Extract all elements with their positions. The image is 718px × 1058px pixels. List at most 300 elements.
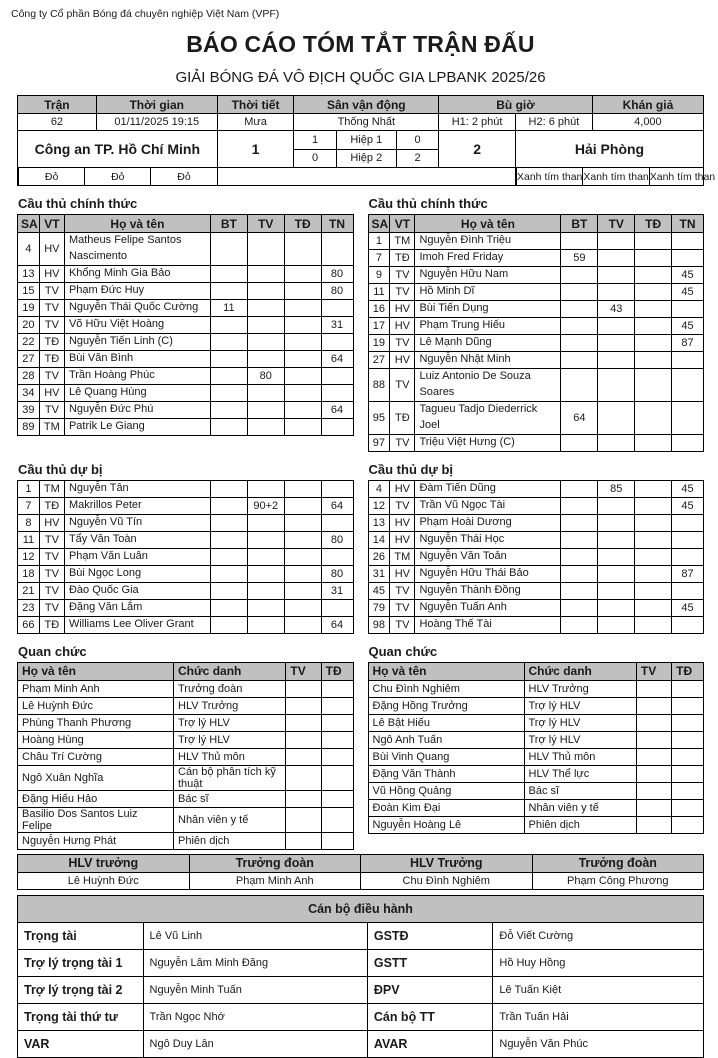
yellow-card-minute (247, 418, 284, 435)
admin-official-name: Hồ Huy Hồng (493, 949, 704, 976)
admin-role-label: Trọng tài thứ tư (18, 1003, 144, 1030)
official-row (368, 714, 704, 731)
goal-minute (561, 267, 598, 284)
away-starters-column (368, 186, 705, 452)
substitution-minute (321, 599, 353, 616)
home-starters-table (17, 214, 354, 436)
official-red-card (672, 731, 704, 748)
shirt-number: 39 (18, 401, 40, 418)
position: TV (390, 434, 415, 451)
position: TV (390, 335, 415, 352)
red-card-minute (284, 497, 321, 514)
match-info-header-row (18, 96, 704, 114)
official-role: Trợ lý HLV (174, 714, 286, 731)
player-row (368, 480, 704, 497)
official-row (368, 748, 704, 765)
yellow-card-minute (598, 267, 635, 284)
official-name: Đặng Hồng Trưởng (368, 697, 524, 714)
player-name: Bùi Tiến Dụng (415, 301, 561, 318)
admin-row (18, 1030, 704, 1057)
official-yellow-card (636, 799, 671, 816)
home-kit-color: Đỏ (18, 168, 84, 185)
yellow-card-minute (598, 369, 635, 402)
substitution-minute: 45 (672, 318, 704, 335)
kit-spacer-cell (217, 168, 515, 186)
substitution-minute: 45 (672, 284, 704, 301)
red-card-minute (284, 599, 321, 616)
official-yellow-card (286, 731, 321, 748)
substitution-minute: 45 (672, 599, 704, 616)
position: TV (39, 282, 64, 299)
official-name: Lê Bật Hiếu (368, 714, 524, 731)
shirt-number: 8 (18, 514, 40, 531)
official-column-header: TĐ (321, 662, 353, 680)
official-row (18, 714, 354, 731)
goal-minute (210, 548, 247, 565)
position: TV (390, 616, 415, 633)
shirt-number: 31 (368, 565, 390, 582)
position: TV (39, 531, 64, 548)
official-yellow-card (286, 680, 321, 697)
yellow-card-minute (598, 565, 635, 582)
yellow-card-minute (598, 434, 635, 451)
player-row (18, 333, 354, 350)
official-red-card (321, 807, 353, 832)
official-row (18, 697, 354, 714)
substitution-minute: 80 (321, 282, 353, 299)
shirt-number: 26 (368, 548, 390, 565)
position: TV (39, 367, 64, 384)
position: TM (39, 418, 64, 435)
substitution-minute: 64 (321, 350, 353, 367)
goal-minute: 59 (561, 250, 598, 267)
goal-minute (561, 369, 598, 402)
substitution-minute (321, 384, 353, 401)
official-row (18, 680, 354, 697)
red-card-minute (635, 480, 672, 497)
header-datetime: Thời gian (96, 96, 217, 114)
admin-role-label: VAR (18, 1030, 144, 1057)
yellow-card-minute (247, 384, 284, 401)
away-score: 2 (439, 131, 516, 168)
player-row (18, 367, 354, 384)
shirt-number: 17 (368, 318, 390, 335)
match-datetime: 01/11/2025 19:15 (96, 114, 217, 131)
kit-row (18, 168, 704, 186)
official-table-header-row (18, 662, 354, 680)
goal-minute (210, 316, 247, 333)
home-kit-color: Đỏ (84, 168, 150, 185)
player-table-header-row (18, 215, 354, 233)
position: HV (39, 233, 64, 266)
substitution-minute (672, 531, 704, 548)
admin-header-row (18, 895, 704, 922)
position: TĐ (39, 497, 64, 514)
shirt-number: 23 (18, 599, 40, 616)
position: TĐ (39, 616, 64, 633)
goal-minute (561, 531, 598, 548)
goal-minute (561, 599, 598, 616)
shirt-number: 16 (368, 301, 390, 318)
goal-minute (561, 480, 598, 497)
player-row (18, 616, 354, 633)
substitution-minute (672, 233, 704, 250)
position: TV (39, 316, 64, 333)
yellow-card-minute (598, 514, 635, 531)
position: TĐ (390, 401, 415, 434)
goal-minute (561, 318, 598, 335)
player-row (368, 401, 704, 434)
player-name: Nguyễn Tuấn Anh (415, 599, 561, 616)
player-column-header: BT (561, 215, 598, 233)
red-card-minute (284, 418, 321, 435)
red-card-minute (284, 531, 321, 548)
official-column-header: TV (636, 662, 671, 680)
half-label: Hiệp 1 (336, 131, 396, 149)
official-yellow-card (636, 782, 671, 799)
official-row (18, 790, 354, 807)
player-table-header-row (368, 215, 704, 233)
goal-minute (561, 335, 598, 352)
admin-official-name: Ngô Duy Lân (143, 1030, 367, 1057)
substitution-minute (321, 333, 353, 350)
red-card-minute (284, 565, 321, 582)
section-label-starters-away: Cầu thủ chính thức (368, 196, 488, 211)
player-name: Đào Quốc Gia (64, 582, 210, 599)
red-card-minute (635, 401, 672, 434)
player-row (18, 350, 354, 367)
yellow-card-minute (247, 333, 284, 350)
red-card-minute (284, 233, 321, 266)
official-yellow-card (286, 714, 321, 731)
player-row (368, 335, 704, 352)
substitution-minute: 31 (321, 316, 353, 333)
official-role: Nhân viên y tế (174, 807, 286, 832)
substitution-minute (672, 352, 704, 369)
section-label-subs-home: Cầu thủ dự bị (18, 461, 103, 477)
player-name: Phạm Văn Luân (64, 548, 210, 565)
player-row (368, 267, 704, 284)
position: HV (39, 384, 64, 401)
player-name: Phạm Đức Huy (64, 282, 210, 299)
halves-table (294, 131, 438, 167)
yellow-card-minute (247, 565, 284, 582)
player-column-header: TN (321, 215, 353, 233)
player-column-header: BT (210, 215, 247, 233)
red-card-minute (635, 284, 672, 301)
position: TV (390, 267, 415, 284)
shirt-number: 22 (18, 333, 40, 350)
position: HV (390, 514, 415, 531)
admin-section-header: Cán bộ điều hành (18, 895, 704, 922)
player-name: Bùi Ngọc Long (64, 565, 210, 582)
admin-official-name: Lê Tuấn Kiệt (493, 976, 704, 1003)
yellow-card-minute (598, 616, 635, 633)
report-title: BÁO CÁO TÓM TẮT TRẬN ĐẤU (186, 31, 535, 57)
official-name: Ngô Xuân Nghĩa (18, 765, 174, 790)
substitution-minute (321, 548, 353, 565)
position: TV (39, 565, 64, 582)
official-name: Phùng Thanh Phương (18, 714, 174, 731)
player-row (368, 616, 704, 633)
official-name: Đặng Văn Thành (368, 765, 524, 782)
away-subs-table (368, 480, 705, 634)
home-team-name: Công an TP. Hồ Chí Minh (18, 131, 218, 168)
player-name: Phạm Trung Hiếu (415, 318, 561, 335)
match-info-table (17, 95, 716, 186)
official-column-header: TV (286, 662, 321, 680)
official-red-card (321, 714, 353, 731)
shirt-number: 28 (18, 367, 40, 384)
red-card-minute (284, 333, 321, 350)
official-red-card (321, 832, 353, 849)
position: TM (390, 548, 415, 565)
substitution-minute (321, 480, 353, 497)
section-label-officials-away: Quan chức (368, 643, 438, 659)
goal-minute (561, 582, 598, 599)
red-card-minute (284, 514, 321, 531)
red-card-minute (284, 282, 321, 299)
signature-names-row (18, 872, 704, 889)
player-name: Nguyễn Văn Toản (415, 548, 561, 565)
player-name: Nguyễn Tiến Linh (C) (64, 333, 210, 350)
position: TV (390, 284, 415, 301)
position: HV (390, 565, 415, 582)
shirt-number: 7 (18, 497, 40, 514)
goal-minute (210, 599, 247, 616)
yellow-card-minute (598, 497, 635, 514)
substitution-minute (672, 582, 704, 599)
official-red-card (672, 748, 704, 765)
player-row (368, 301, 704, 318)
player-name: Nguyễn Tân (64, 480, 210, 497)
official-red-card (672, 816, 704, 833)
yellow-card-minute (247, 480, 284, 497)
yellow-card-minute (247, 233, 284, 266)
player-row (18, 497, 354, 514)
official-yellow-card (286, 765, 321, 790)
yellow-card-minute (598, 250, 635, 267)
substitution-minute: 64 (321, 616, 353, 633)
player-row (18, 565, 354, 582)
yellow-card-minute (247, 599, 284, 616)
half-home-score: 1 (294, 131, 336, 149)
starters-band (17, 186, 704, 452)
yellow-card-minute (598, 582, 635, 599)
player-row (368, 548, 704, 565)
official-name: Nguyễn Hưng Phát (18, 832, 174, 849)
goal-minute: 11 (210, 299, 247, 316)
player-name: Đàm Tiến Dũng (415, 480, 561, 497)
yellow-card-minute: 90+2 (247, 497, 284, 514)
shirt-number: 27 (368, 352, 390, 369)
player-row (18, 599, 354, 616)
player-name: Triệu Việt Hưng (C) (415, 434, 561, 451)
player-row (18, 265, 354, 282)
player-column-header: Họ và tên (64, 215, 210, 233)
player-column-header: TV (247, 215, 284, 233)
official-role: Phiên dịch (174, 832, 286, 849)
league-subtitle: GIẢI BÓNG ĐÁ VÔ ĐỊCH QUỐC GIA LPBANK 2025/26 (175, 69, 546, 86)
position: HV (390, 318, 415, 335)
player-name: Williams Lee Oliver Grant (64, 616, 210, 633)
official-role: HLV Trưởng (174, 697, 286, 714)
position: TV (39, 401, 64, 418)
goal-minute (561, 352, 598, 369)
official-red-card (672, 680, 704, 697)
admin-row (18, 976, 704, 1003)
player-row (368, 250, 704, 267)
signatures-table (17, 854, 704, 890)
admin-official-name: Trần Ngọc Nhớ (143, 1003, 367, 1030)
red-card-minute (284, 265, 321, 282)
player-column-header: SA (18, 215, 40, 233)
official-name: Basilio Dos Santos Luiz Felipe (18, 807, 174, 832)
player-row (368, 233, 704, 250)
subs-band (17, 452, 704, 634)
player-name: Hoàng Thế Tài (415, 616, 561, 633)
goal-minute (561, 434, 598, 451)
player-name: Trần Hoàng Phúc (64, 367, 210, 384)
admin-official-name: Lê Vũ Linh (143, 922, 367, 949)
player-row (368, 599, 704, 616)
home-officials-column (17, 634, 354, 850)
official-row (18, 832, 354, 849)
shirt-number: 88 (368, 369, 390, 402)
shirt-number: 1 (368, 233, 390, 250)
goal-minute (561, 548, 598, 565)
goal-minute (210, 367, 247, 384)
shirt-number: 13 (368, 514, 390, 531)
official-yellow-card (636, 765, 671, 782)
official-row (368, 731, 704, 748)
shirt-number: 13 (18, 265, 40, 282)
admin-role-label: Trợ lý trọng tài 2 (18, 976, 144, 1003)
admin-official-name: Trần Tuấn Hải (493, 1003, 704, 1030)
official-name: Bùi Vinh Quang (368, 748, 524, 765)
red-card-minute (635, 565, 672, 582)
yellow-card-minute: 85 (598, 480, 635, 497)
player-row (368, 531, 704, 548)
official-name: Hoàng Hùng (18, 731, 174, 748)
substitution-minute: 45 (672, 497, 704, 514)
yellow-card-minute (598, 335, 635, 352)
substitution-minute: 45 (672, 267, 704, 284)
away-officials-column (368, 634, 705, 834)
position: TĐ (39, 333, 64, 350)
official-row (368, 816, 704, 833)
player-row (368, 318, 704, 335)
official-role: HLV Thủ môn (524, 748, 636, 765)
player-name: Matheus Felipe Santos Nascimento (64, 233, 210, 266)
substitution-minute: 87 (672, 565, 704, 582)
red-card-minute (284, 480, 321, 497)
position: HV (39, 514, 64, 531)
player-column-header: TN (672, 215, 704, 233)
shirt-number: 15 (18, 282, 40, 299)
shirt-number: 45 (368, 582, 390, 599)
substitution-minute (321, 514, 353, 531)
red-card-minute (635, 301, 672, 318)
match-info-value-row (18, 114, 704, 131)
player-column-header: TĐ (284, 215, 321, 233)
goal-minute (210, 333, 247, 350)
official-name: Ngô Anh Tuấn (368, 731, 524, 748)
admin-row (18, 922, 704, 949)
goal-minute: 64 (561, 401, 598, 434)
red-card-minute (635, 434, 672, 451)
goal-minute (210, 418, 247, 435)
official-role: Trưởng đoàn (174, 680, 286, 697)
shirt-number: 21 (18, 582, 40, 599)
goal-minute (210, 350, 247, 367)
substitution-minute (321, 367, 353, 384)
official-name: Đặng Hiếu Hảo (18, 790, 174, 807)
goal-minute (561, 616, 598, 633)
red-card-minute (635, 531, 672, 548)
player-name: Võ Hữu Việt Hoàng (64, 316, 210, 333)
player-row (18, 480, 354, 497)
goal-minute (210, 565, 247, 582)
player-name: Tagueu Tadjo Diederrick Joel (415, 401, 561, 434)
player-name: Nguyễn Đình Triệu (415, 233, 561, 250)
away-team-name: Hải Phòng (516, 131, 704, 168)
shirt-number: 4 (368, 480, 390, 497)
substitution-minute (672, 369, 704, 402)
substitution-minute (672, 301, 704, 318)
stoppage-h2: H2: 6 phút (516, 114, 593, 131)
halves-cell (294, 131, 439, 168)
official-column-header: Họ và tên (368, 662, 524, 680)
half-home-score: 0 (294, 149, 336, 167)
position: TV (39, 299, 64, 316)
player-row (18, 514, 354, 531)
signature-name: Phạm Công Phương (532, 872, 704, 889)
red-card-minute (635, 548, 672, 565)
away-kit-color: Xanh tím than (516, 168, 582, 185)
player-row (18, 582, 354, 599)
official-red-card (321, 731, 353, 748)
official-name: Đoàn Kim Đại (368, 799, 524, 816)
official-row (368, 782, 704, 799)
signature-role-label: Trưởng đoàn (532, 854, 704, 872)
yellow-card-minute: 43 (598, 301, 635, 318)
substitution-minute: 80 (321, 531, 353, 548)
substitution-minute (321, 233, 353, 266)
player-name: Imoh Fred Friday (415, 250, 561, 267)
red-card-minute (635, 616, 672, 633)
official-role: Trợ lý HLV (524, 731, 636, 748)
header-stadium: Sân vận động (294, 96, 439, 114)
official-red-card (321, 748, 353, 765)
goal-minute (210, 480, 247, 497)
official-name: Châu Trí Cường (18, 748, 174, 765)
player-name: Nguyễn Thành Đồng (415, 582, 561, 599)
player-name: Đặng Văn Lắm (64, 599, 210, 616)
position: TM (390, 233, 415, 250)
red-card-minute (284, 582, 321, 599)
official-name: Vũ Hồng Quảng (368, 782, 524, 799)
substitution-minute: 64 (321, 497, 353, 514)
yellow-card-minute: 80 (247, 367, 284, 384)
official-yellow-card (286, 748, 321, 765)
official-row (368, 697, 704, 714)
position: TV (39, 599, 64, 616)
player-name: Bùi Văn Bình (64, 350, 210, 367)
substitution-minute: 31 (321, 582, 353, 599)
admin-role-label: AVAR (367, 1030, 493, 1057)
away-kit-color: Xanh tím than (649, 168, 715, 185)
